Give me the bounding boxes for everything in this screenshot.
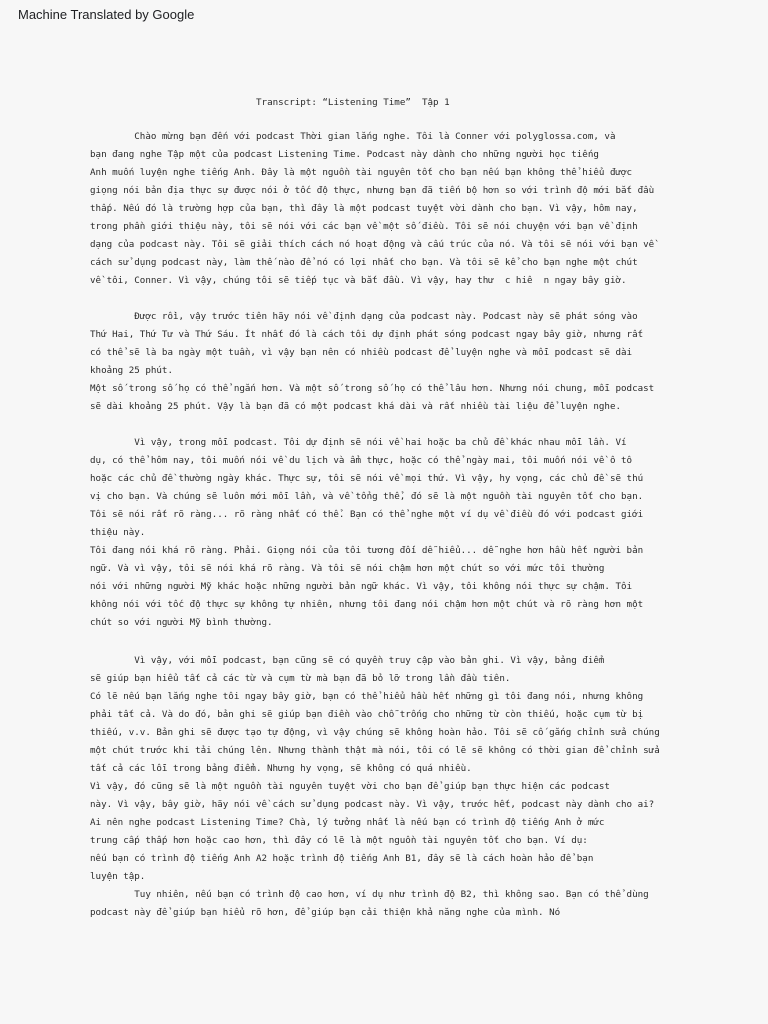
transcript-line: dạng của podcast này. Tôi sẽ giải thích cách nó hoạt động và cấu trúc của nó. Và tôi sẽ nói với bạn về	[90, 239, 655, 250]
machine-translated-label: Machine Translated by Google	[18, 7, 195, 22]
transcript-line: khoảng 25 phút.	[90, 365, 173, 376]
transcript-line: hoặc các chủ đề thường ngày khác. Thực sự, tôi sẽ nói về mọi thứ. Vì vậy, hy vọng, các chủ đề sẽ thú	[90, 473, 644, 484]
transcript-line: dụ, có thể hôm nay, tôi muốn nói về du lịch và ẩm thực, hoặc có thể ngày mai, tôi muốn nói về ô tô	[90, 455, 633, 466]
transcript-line: bạn đang nghe Tập một của podcast Listening Time. Podcast này dành cho những người học tiếng	[90, 149, 599, 160]
transcript-line: vị cho bạn. Và chúng sẽ luôn mới mỗi lần, và về tổng thể, đó sẽ là một nguồn tài nguyên tốt cho bạn.	[90, 491, 644, 502]
transcript-line: podcast này để giúp bạn hiểu rõ hơn, để giúp bạn cải thiện khả năng nghe của mình. Nó	[90, 907, 561, 918]
transcript-line: Anh muốn luyện nghe tiếng Anh. Đây là một nguồn tài nguyên tốt cho bạn nếu bạn không thể hiểu được	[90, 167, 633, 178]
transcript-line: Được rồi, vậy trước tiên hãy nói về định dạng của podcast này. Podcast này sẽ phát sóng vào	[90, 311, 638, 322]
transcript-line: Tôi sẽ nói rất rõ ràng... rõ ràng nhất có thể. Bạn có thể nghe một ví dụ về điều đó với podcast giới	[90, 509, 644, 520]
transcript-line: Một số trong số họ có thể ngắn hơn. Và một số trong số họ có thể lâu hơn. Nhưng nói chung, mỗi podcast	[90, 383, 655, 394]
transcript-line: trung cấp thấp hơn hoặc cao hơn, thì đây có lẽ là một nguồn tài nguyên tốt cho bạn. Ví dụ:	[90, 835, 588, 846]
transcript-line: nếu bạn có trình độ tiếng Anh A2 hoặc trình độ tiếng Anh B1, đây sẽ là cách hoàn hảo để bạn	[90, 853, 594, 864]
translation-header	[0, 0, 768, 30]
transcript-line: phải tất cả. Và do đó, bản ghi sẽ giúp bạn điền vào chỗ trống cho những từ còn thiếu, hoặc cụm từ bị	[90, 709, 644, 720]
transcript-line: về tôi, Conner. Vì vậy, chúng tôi sẽ tiếp tục và bắt đầu. Vì vậy, hay thư c hiê n ngay bây giờ.	[90, 275, 627, 286]
transcript-line: luyện tập.	[90, 871, 146, 882]
transcript-line: thấp. Nếu đó là trường hợp của bạn, thì đây là một podcast tuyệt vời dành cho bạn. Vì vậy, hôm nay,	[90, 203, 638, 214]
transcript-line: tất cả các lỗi trong bảng điểm. Nhưng hy vọng, sẽ không có quá nhiều.	[90, 763, 472, 774]
transcript-line: có thể sẽ là ba ngày một tuần, vì vậy bạn nên có nhiều podcast để luyện nghe và mỗi podcast sẽ dài	[90, 347, 633, 358]
transcript-line: trong phần giới thiệu này, tôi sẽ nói với các bạn về một số điều. Tôi sẽ nói chuyện với bạn về định	[90, 221, 638, 232]
transcript-line: sẽ giúp bạn hiểu tất cả các từ và cụm từ mà bạn đã bỏ lỡ trong lần đầu tiên.	[90, 673, 511, 684]
transcript-line: cách sử dụng podcast này, làm thế nào để nó có lợi nhất cho bạn. Và tôi sẽ kể cho bạn nghe một chút	[90, 257, 638, 268]
transcript-line: không nói với tốc độ thực sự không tự nhiên, nhưng tôi đang nói chậm hơn một chút và rõ ràng hơn một	[90, 599, 644, 610]
transcript-line: Tôi đang nói khá rõ ràng. Phải. Giọng nói của tôi tương đối dễ hiểu... dễ nghe hơn hầu hết người bản	[90, 545, 644, 556]
transcript-line: thiếu, v.v. Bản ghi sẽ được tạo tự động, vì vậy chúng sẽ không hoàn hảo. Tôi sẽ cố gắng chỉnh sửa chúng	[90, 727, 660, 738]
transcript-line: sẽ dài khoảng 25 phút. Vậy là bạn đã có một podcast khá dài và rất nhiều tài liệu để luyện nghe.	[90, 401, 622, 412]
transcript-line: nói với những người Mỹ khác hoặc những người bản ngữ khác. Vì vậy, tôi không nói thực sự chậm. Tôi	[90, 581, 633, 592]
transcript-line: Thứ Hai, Thứ Tư và Thứ Sáu. Ít nhất đó là cách tôi dự định phát sóng podcast ngay bây giờ, nhưng rất	[90, 329, 644, 340]
transcript-line: Chào mừng bạn đến với podcast Thời gian lắng nghe. Tôi là Conner với polyglossa.com, và	[90, 131, 616, 142]
transcript-line: giọng nói bản địa thực sự được nói ở tốc độ thực, nhưng bạn đã tiến bộ hơn so với trình độ mới bắt đầu	[90, 185, 655, 196]
transcript-line: Có lẽ nếu bạn lắng nghe tôi ngay bây giờ, bạn có thể hiểu hầu hết những gì tôi đang nói, nhưng không	[90, 691, 644, 702]
transcript-line: Tuy nhiên, nếu bạn có trình độ cao hơn, ví dụ như trình độ B2, thì không sao. Bạn có thể dùng	[90, 889, 649, 900]
transcript-line: Vì vậy, đó cũng sẽ là một nguồn tài nguyên tuyệt vời cho bạn để giúp bạn thực hiện các podcast	[90, 781, 610, 792]
transcript-line: chút so với người Mỹ bình thường.	[90, 617, 273, 628]
transcript-line: một chút trước khi tải chúng lên. Nhưng thành thật mà nói, tôi có lẽ sẽ không có thời gian để chỉnh sửa	[90, 745, 660, 756]
transcript-line: Ai nên nghe podcast Listening Time? Chà, lý tưởng nhất là nếu bạn có trình độ tiếng Anh ở mức	[90, 817, 605, 828]
transcript-line: thiệu này.	[90, 527, 146, 538]
transcript-line: Vì vậy, với mỗi podcast, bạn cũng sẽ có quyền truy cập vào bản ghi. Vì vậy, bảng điểm	[90, 655, 605, 666]
transcript-line: này. Vì vậy, bây giờ, hãy nói về cách sử dụng podcast này. Vì vậy, trước hết, podcast này dành cho ai?	[90, 799, 655, 810]
transcript-title: Transcript: “Listening Time” Tập 1	[256, 97, 450, 108]
transcript-line: Vì vậy, trong mỗi podcast. Tôi dự định sẽ nói về hai hoặc ba chủ đề khác nhau mỗi lần. Ví	[90, 437, 627, 448]
transcript-line: ngữ. Và vì vậy, tôi sẽ nói khá rõ ràng. Và tôi sẽ nói chậm hơn một chút so với mức tôi thường	[90, 563, 605, 574]
